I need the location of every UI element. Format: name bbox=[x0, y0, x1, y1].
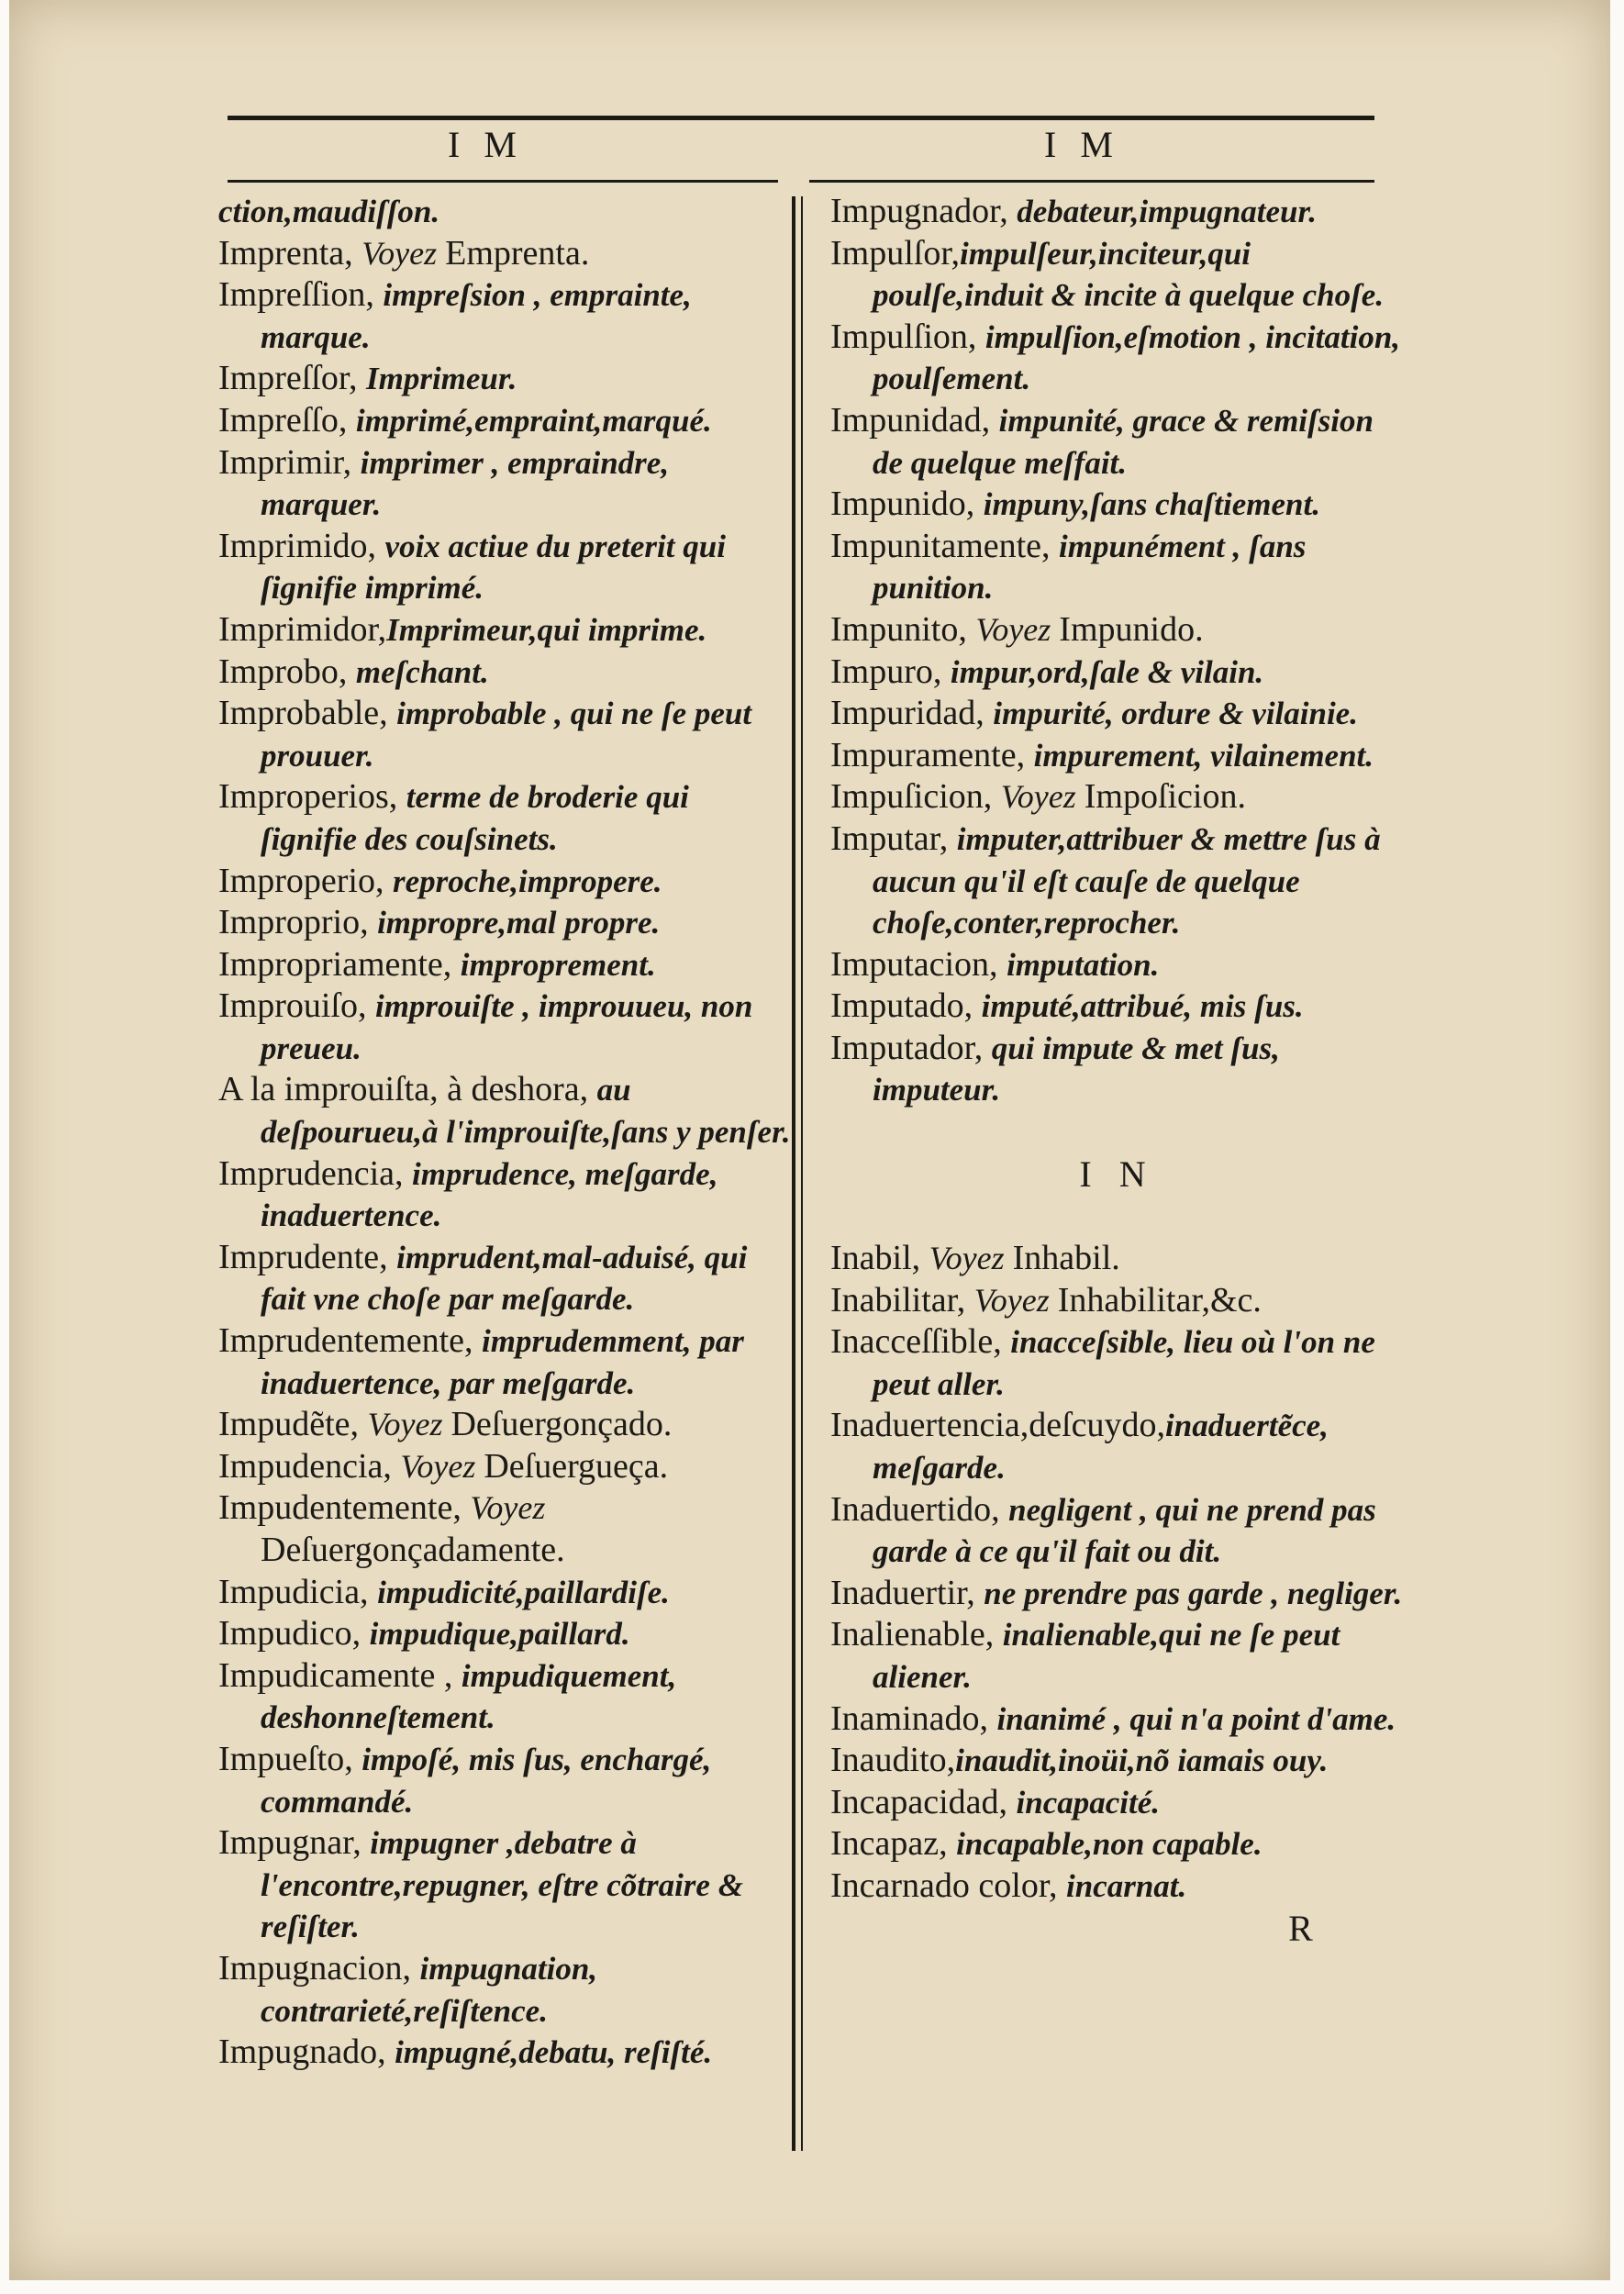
dictionary-entry bbox=[830, 1405, 1404, 1488]
dictionary-entry bbox=[218, 651, 792, 694]
see-also-label: Voyez bbox=[1000, 778, 1085, 816]
headword: Impugnador, bbox=[830, 192, 1018, 230]
definition: impugner ,debatre à l'encontre,repugner, eſtre cõtraire & reſiſter. bbox=[261, 1825, 743, 1945]
definition: improbable , qui ne ſe peut prouuer. bbox=[261, 696, 752, 774]
dictionary-entry bbox=[218, 776, 792, 860]
dictionary-entry bbox=[218, 861, 792, 903]
definition: imputer,attribuer & mettre ſus à aucun qu'il eſt cauſe de quelque choſe,conter,reprocher. bbox=[873, 820, 1381, 941]
definition: impudique,paillard. bbox=[369, 1616, 630, 1653]
headword: Inalienable, bbox=[830, 1615, 1003, 1654]
dictionary-entry bbox=[830, 986, 1404, 1028]
definition: inaudit,inoüi,nõ iamais ouy. bbox=[955, 1743, 1329, 1779]
definition: improuiſte , improuueu, non preueu. bbox=[261, 988, 753, 1066]
definition: inaduertẽce, meſgarde. bbox=[873, 1408, 1329, 1487]
headword: Improbo, bbox=[218, 651, 356, 691]
definition: ction,maudiſſon. bbox=[218, 194, 440, 229]
headword: Imprudencia, bbox=[218, 1153, 413, 1193]
definition: inanimé , qui n'a point d'ame. bbox=[996, 1700, 1396, 1737]
definition: incarnat. bbox=[1065, 1867, 1187, 1904]
dictionary-entry bbox=[830, 818, 1404, 944]
headword: Imprudentemente, bbox=[218, 1321, 483, 1361]
headword: Impunido, bbox=[830, 484, 984, 524]
definition: impreſsion , emprainte, marque. bbox=[261, 277, 692, 355]
cross-reference: Inhabilitar,&c. bbox=[1057, 1280, 1262, 1320]
definition: impudicité,paillardiſe. bbox=[377, 1574, 670, 1610]
cross-reference: Impunido. bbox=[1059, 609, 1204, 649]
headword: Improperios, bbox=[218, 777, 406, 817]
dictionary-entry bbox=[830, 1573, 1404, 1615]
section-heading: I N bbox=[1079, 1153, 1155, 1196]
definition: impudiquement, deshonneſtement. bbox=[261, 1657, 677, 1736]
headword: Imprudente, bbox=[218, 1237, 397, 1276]
dictionary-entry bbox=[218, 358, 792, 400]
cross-reference: Deſuergueça. bbox=[484, 1446, 669, 1486]
headword: Imprimido, bbox=[218, 526, 385, 565]
definition: incapacité. bbox=[1016, 1784, 1161, 1821]
dictionary-entry bbox=[218, 1404, 792, 1446]
headword: Improbable, bbox=[218, 694, 397, 733]
cross-reference: Inhabil. bbox=[1012, 1239, 1120, 1278]
definition: negligent , qui ne prend pas garde à ce qu'il fait ou dit. bbox=[873, 1491, 1376, 1570]
headword: Impuro, bbox=[830, 651, 951, 691]
dictionary-entry bbox=[830, 1823, 1404, 1865]
head-rule-left bbox=[228, 180, 778, 183]
headword: Impugnar, bbox=[218, 1823, 371, 1863]
dictionary-entry bbox=[218, 609, 792, 651]
dictionary-entry bbox=[830, 735, 1404, 777]
definition: impur,ord,ſale & vilain. bbox=[950, 653, 1264, 690]
headword: Impunidad, bbox=[830, 400, 999, 440]
headword: Imprimir, bbox=[218, 442, 361, 482]
definition: ne prendre pas garde , negliger. bbox=[984, 1575, 1403, 1611]
dictionary-entry bbox=[218, 2032, 792, 2074]
dictionary-entry bbox=[830, 1698, 1404, 1741]
definition: improprement. bbox=[460, 946, 656, 983]
definition: meſchant. bbox=[355, 653, 489, 690]
definition: terme de broderie qui ſignifie des couſsinets. bbox=[261, 779, 689, 857]
cross-reference: Impoſicion. bbox=[1084, 777, 1246, 817]
headword: Imprimidor, bbox=[218, 609, 387, 649]
dictionary-entry bbox=[218, 1446, 792, 1488]
headword: Impulſor, bbox=[830, 233, 960, 273]
definition: Imprimeur. bbox=[365, 361, 517, 397]
definition: au deſpourueu,à l'improuiſte,ſans y penſer. bbox=[261, 1072, 791, 1151]
headword: Impropriamente, bbox=[218, 944, 461, 984]
headword: Impugnado, bbox=[218, 2032, 395, 2072]
dictionary-entry bbox=[218, 1822, 792, 1948]
headword: Improperio, bbox=[218, 861, 393, 900]
headword: Impudentemente, bbox=[218, 1488, 471, 1528]
cross-reference: Deſuergonçadamente. bbox=[261, 1531, 565, 1569]
dictionary-entry bbox=[830, 317, 1404, 400]
dictionary-entry bbox=[218, 526, 792, 609]
dictionary-entry bbox=[830, 1489, 1404, 1573]
headword: Impreſſion, bbox=[218, 275, 384, 315]
see-also-label: Voyez bbox=[975, 610, 1060, 648]
dictionary-entry bbox=[218, 274, 792, 358]
dictionary-entry bbox=[218, 191, 792, 233]
signature-mark: R bbox=[1288, 1907, 1313, 1949]
see-also-label: Voyez bbox=[400, 1447, 484, 1485]
definition: impuny,ſans chaſtiement. bbox=[983, 486, 1320, 523]
headword: Impulſion, bbox=[830, 317, 985, 356]
dictionary-entry bbox=[830, 526, 1404, 609]
dictionary-entry bbox=[218, 1613, 792, 1655]
headword: Inabilitar, bbox=[830, 1280, 974, 1320]
definition: impulſeur,inciteur,qui poulſe,induit & incite à quelque choſe. bbox=[873, 235, 1385, 314]
dictionary-entry bbox=[830, 1238, 1404, 1280]
head-rule-right bbox=[809, 180, 1374, 183]
definition: inalienable,qui ne ſe peut aliener. bbox=[873, 1617, 1340, 1695]
headword: Incapaz, bbox=[830, 1824, 957, 1864]
headword: Impugnacion, bbox=[218, 1948, 420, 1988]
dictionary-entry bbox=[830, 776, 1404, 818]
definition: impugnation, contrarieté,reſiſtence. bbox=[261, 1950, 598, 2029]
see-also-label: Voyez bbox=[973, 1281, 1058, 1319]
dictionary-entry bbox=[830, 191, 1404, 233]
dictionary-entry bbox=[218, 1948, 792, 2032]
headword: Inacceſſible, bbox=[830, 1322, 1011, 1362]
dictionary-entry bbox=[830, 1782, 1404, 1824]
dictionary-page bbox=[9, 0, 1610, 2280]
headword: Imputar, bbox=[830, 818, 957, 858]
definition: impoſé, mis ſus, enchargé, commandé. bbox=[261, 1741, 712, 1820]
headword: Inabil, bbox=[830, 1239, 929, 1278]
definition: impunité, grace & remiſsion de quelque meſfait. bbox=[873, 402, 1374, 481]
headword: Imputacion, bbox=[830, 944, 1007, 984]
definition: impurement, vilainement. bbox=[1033, 737, 1374, 774]
definition: imprudent,mal-aduisé, qui fait vne choſe par meſgarde. bbox=[261, 1239, 748, 1318]
definition: debateur,impugnateur. bbox=[1017, 194, 1317, 229]
definition: voix actiue du preterit qui ſignifie imprimé. bbox=[261, 528, 726, 607]
see-also-label: Voyez bbox=[362, 234, 446, 272]
headword: Incarnado color, bbox=[830, 1865, 1066, 1905]
dictionary-entry bbox=[218, 1655, 792, 1739]
dictionary-entry bbox=[218, 1237, 792, 1320]
headword: Impueſto, bbox=[218, 1739, 362, 1778]
headword: Impudẽte, bbox=[218, 1405, 368, 1444]
see-also-label: Voyez bbox=[470, 1489, 546, 1527]
cross-reference: Deſuergonçado. bbox=[450, 1405, 673, 1444]
running-head-left: I M bbox=[448, 124, 524, 165]
dictionary-entry bbox=[218, 442, 792, 526]
definition: imputé,attribué, mis ſus. bbox=[981, 988, 1304, 1025]
top-rule bbox=[228, 116, 1374, 120]
definition: imputation. bbox=[1007, 946, 1160, 983]
right-column bbox=[830, 191, 1404, 1950]
left-column bbox=[218, 191, 792, 2074]
definition: impulſion,eſmotion , incitation, poulſement. bbox=[873, 318, 1401, 397]
cross-reference: Emprenta. bbox=[445, 233, 590, 273]
headword: Impuſicion, bbox=[830, 777, 1001, 817]
headword: Impunitamente, bbox=[830, 526, 1060, 565]
dictionary-entry bbox=[218, 1153, 792, 1237]
definition: imprimé,empraint,marqué. bbox=[355, 402, 712, 439]
dictionary-entry bbox=[218, 1320, 792, 1404]
dictionary-entry bbox=[218, 944, 792, 986]
headword: Impuramente, bbox=[830, 735, 1034, 774]
running-head-right: I M bbox=[1044, 124, 1120, 165]
column-separator-thin bbox=[801, 196, 803, 2151]
headword: Inaudito, bbox=[830, 1741, 956, 1780]
dictionary-entry bbox=[218, 1739, 792, 1822]
definition: imprimer , empraindre, marquer. bbox=[261, 444, 670, 523]
dictionary-entry bbox=[830, 1614, 1404, 1698]
dictionary-entry bbox=[830, 1865, 1404, 1908]
dictionary-entry bbox=[830, 693, 1404, 735]
headword: Impreſſor, bbox=[218, 359, 366, 398]
definition: impurité, ordure & vilainie. bbox=[993, 696, 1358, 732]
dictionary-entry bbox=[218, 1572, 792, 1614]
column-separator bbox=[792, 196, 795, 2151]
dictionary-entry bbox=[218, 1069, 792, 1153]
dictionary-entry bbox=[218, 693, 792, 776]
see-also-label: Voyez bbox=[367, 1406, 451, 1443]
headword: Inaminado, bbox=[830, 1698, 997, 1738]
definition: qui impute & met ſus, imputeur. bbox=[873, 1030, 1280, 1108]
definition: reproche,impropere. bbox=[392, 863, 662, 899]
headword: Impreſſo, bbox=[218, 400, 356, 440]
headword: Impudencia, bbox=[218, 1446, 401, 1486]
dictionary-entry bbox=[218, 1487, 792, 1571]
headword: Impunito, bbox=[830, 609, 976, 649]
dictionary-entry bbox=[830, 1321, 1404, 1405]
headword: Imprenta, bbox=[218, 233, 362, 273]
dictionary-entry bbox=[218, 400, 792, 442]
headword: Improuiſo, bbox=[218, 986, 375, 1026]
dictionary-entry bbox=[218, 986, 792, 1069]
headword: Inaduertido, bbox=[830, 1489, 1009, 1529]
dictionary-entry bbox=[830, 1740, 1404, 1782]
definition: imprudence, meſgarde, inaduertence. bbox=[261, 1155, 718, 1234]
headword: Improprio, bbox=[218, 903, 378, 942]
headword: Inaduertir, bbox=[830, 1573, 984, 1612]
dictionary-entry bbox=[830, 484, 1404, 526]
headword: Impuridad, bbox=[830, 694, 994, 733]
dictionary-entry bbox=[830, 1028, 1404, 1111]
definition: Imprimeur,qui imprime. bbox=[386, 611, 707, 648]
see-also-label: Voyez bbox=[929, 1240, 1013, 1277]
dictionary-entry bbox=[830, 651, 1404, 694]
definition: impropre,mal propre. bbox=[377, 905, 661, 941]
headword: Impudico, bbox=[218, 1614, 370, 1654]
definition: imprudemment, par inaduertence, par meſgarde. bbox=[261, 1323, 744, 1401]
headword: Impudicamente , bbox=[218, 1655, 462, 1695]
headword: A la improuiſta, à deshora, bbox=[218, 1070, 597, 1109]
dictionary-entry bbox=[218, 902, 792, 944]
dictionary-entry bbox=[830, 400, 1404, 484]
dictionary-entry bbox=[218, 233, 792, 275]
headword: Imputado, bbox=[830, 986, 982, 1026]
definition: impugné,debatu, reſiſté. bbox=[395, 2034, 713, 2071]
dictionary-entry bbox=[830, 609, 1404, 651]
dictionary-entry bbox=[830, 944, 1404, 986]
headword: Incapacidad, bbox=[830, 1782, 1017, 1821]
headword: Imputador, bbox=[830, 1028, 992, 1067]
headword: Impudicia, bbox=[218, 1572, 378, 1611]
dictionary-entry bbox=[830, 233, 1404, 317]
headword: Inaduertencia,deſcuydo, bbox=[830, 1406, 1166, 1445]
definition: incapable,non capable. bbox=[956, 1826, 1262, 1863]
definition: inacceſsible, lieu où l'on ne peut aller. bbox=[873, 1324, 1375, 1402]
dictionary-entry bbox=[830, 1280, 1404, 1322]
definition: impunément , ſans punition. bbox=[873, 528, 1307, 607]
